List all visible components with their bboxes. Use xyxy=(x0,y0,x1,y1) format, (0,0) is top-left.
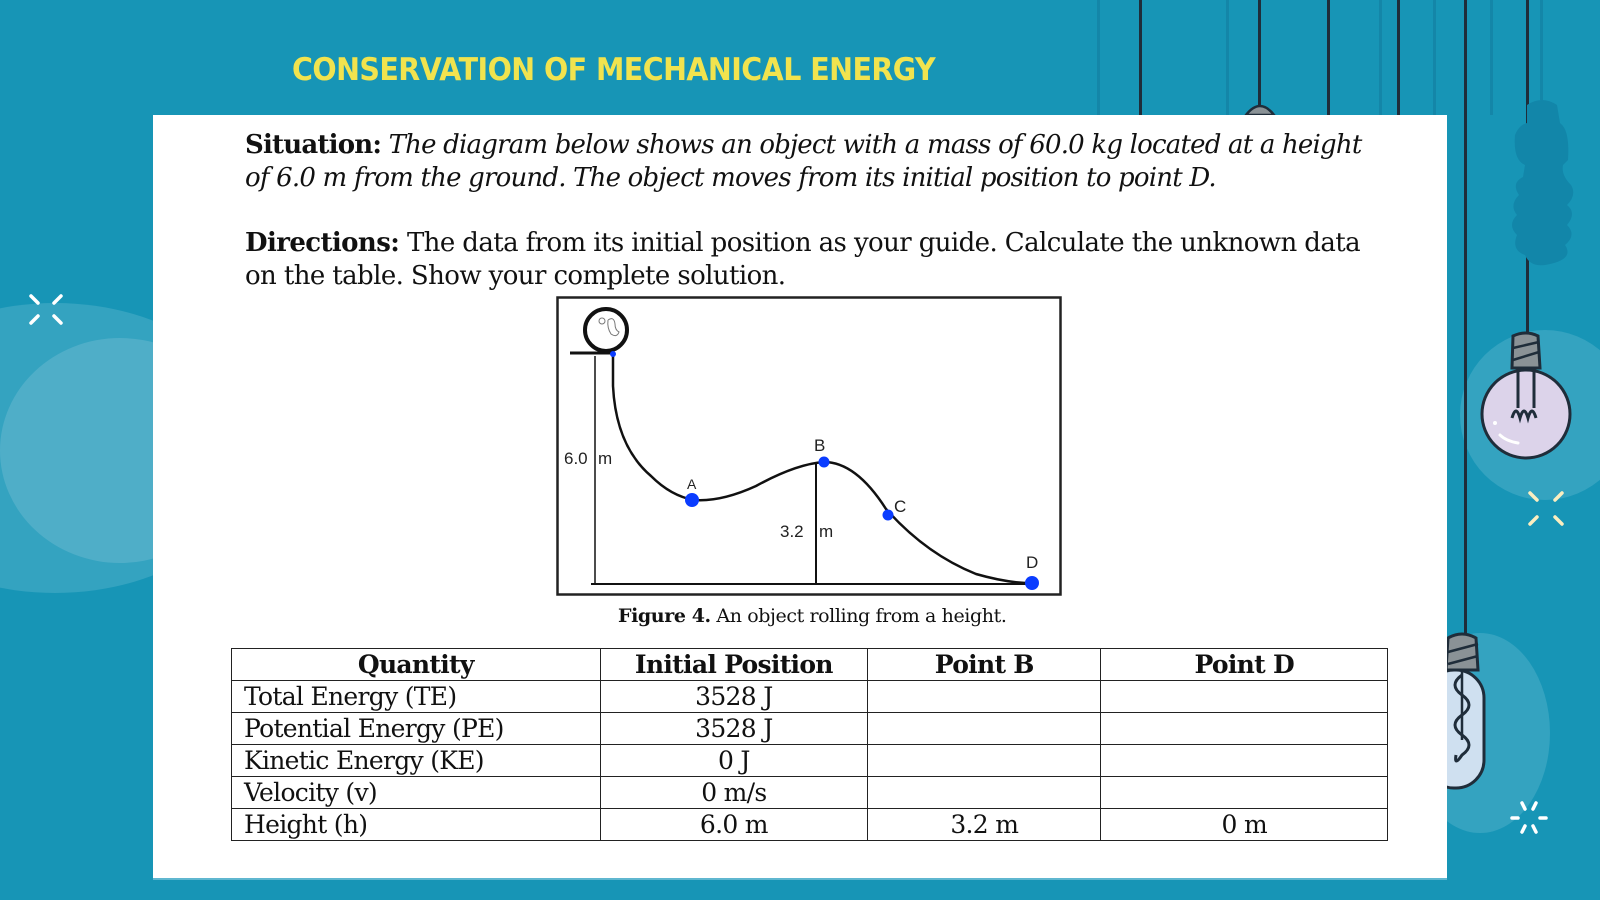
situation-text: The diagram below shows an object with a mass of 60.0 kg located at a height of 6.0 m from the ground. The object moves from its initial position to point D. xyxy=(245,130,1362,193)
point-b-label: B xyxy=(814,436,826,455)
lightbulb-silhouette-icon xyxy=(1505,95,1580,270)
quantity-cell: Velocity (v) xyxy=(232,777,601,809)
height-initial-label: 6.0 xyxy=(564,449,588,468)
svg-text:m: m xyxy=(598,449,613,468)
sparkle-icon xyxy=(26,293,66,333)
point-d-cell[interactable] xyxy=(1101,713,1388,745)
quantity-cell: Height (h) xyxy=(232,809,601,841)
header-point-b: Point B xyxy=(868,649,1101,681)
header-quantity: Quantity xyxy=(232,649,601,681)
quantity-cell: Total Energy (TE) xyxy=(232,681,601,713)
quantity-cell: Potential Energy (PE) xyxy=(232,713,601,745)
sparkle-icon xyxy=(1508,800,1548,840)
caption-label: Figure 4. xyxy=(618,605,711,627)
faint-wire xyxy=(1433,0,1436,115)
caption-text: An object rolling from a height. xyxy=(716,605,1007,627)
hanging-wire xyxy=(1139,0,1142,115)
directions-label: Directions: xyxy=(245,228,400,258)
point-b-cell: 3.2 m xyxy=(868,809,1101,841)
situation-paragraph xyxy=(245,129,1385,195)
table-row xyxy=(232,713,1388,745)
table-row xyxy=(232,681,1388,713)
initial-cell: 3528 J xyxy=(600,681,867,713)
point-d-label: D xyxy=(1026,553,1039,572)
initial-cell: 6.0 m xyxy=(600,809,867,841)
lightbulb-icon xyxy=(1478,330,1578,460)
faint-wire xyxy=(1540,0,1543,100)
point-c-label: C xyxy=(894,497,907,516)
hanging-wire xyxy=(1397,0,1400,115)
directions-paragraph xyxy=(245,227,1395,293)
point-b-cell[interactable] xyxy=(868,745,1101,777)
table-row xyxy=(232,809,1388,841)
situation-label: Situation: xyxy=(245,130,382,160)
point-b-cell[interactable] xyxy=(868,713,1101,745)
lightbulb-icon xyxy=(1440,630,1500,795)
point-b-cell[interactable] xyxy=(868,777,1101,809)
bulb-cap-icon xyxy=(1243,100,1277,116)
worksheet-panel xyxy=(153,115,1447,878)
directions-text: The data from its initial position as your guide. Calculate the unknown data on the table. Show your complete solution. xyxy=(245,228,1360,291)
faint-wire xyxy=(1379,0,1382,115)
table-row xyxy=(232,745,1388,777)
initial-cell: 0 m/s xyxy=(600,777,867,809)
point-d-cell[interactable] xyxy=(1101,745,1388,777)
sparkle-icon xyxy=(1527,490,1567,530)
table-header-row xyxy=(232,649,1388,681)
energy-table xyxy=(231,648,1388,841)
faint-wire xyxy=(1226,0,1229,115)
faint-wire xyxy=(1490,0,1493,115)
point-d-cell[interactable] xyxy=(1101,681,1388,713)
point-d-cell[interactable] xyxy=(1101,777,1388,809)
hanging-wire xyxy=(1258,0,1261,105)
header-initial-position: Initial Position xyxy=(600,649,867,681)
figure-caption xyxy=(618,605,1006,627)
point-b-cell[interactable] xyxy=(868,681,1101,713)
table-row xyxy=(232,777,1388,809)
point-a-label: A xyxy=(687,476,697,492)
rolling-object-diagram xyxy=(556,296,1062,596)
slide-title: CONSERVATION OF MECHANICAL ENERGY xyxy=(292,52,936,88)
height-b-label: 3.2 xyxy=(780,522,804,541)
point-d-cell: 0 m xyxy=(1101,809,1388,841)
initial-cell: 0 J xyxy=(600,745,867,777)
header-point-d: Point D xyxy=(1101,649,1388,681)
initial-cell: 3528 J xyxy=(600,713,867,745)
faint-wire xyxy=(1097,0,1100,115)
svg-text:m: m xyxy=(819,522,834,541)
hanging-wire xyxy=(1464,0,1467,640)
quantity-cell: Kinetic Energy (KE) xyxy=(232,745,601,777)
hanging-wire xyxy=(1327,0,1330,115)
